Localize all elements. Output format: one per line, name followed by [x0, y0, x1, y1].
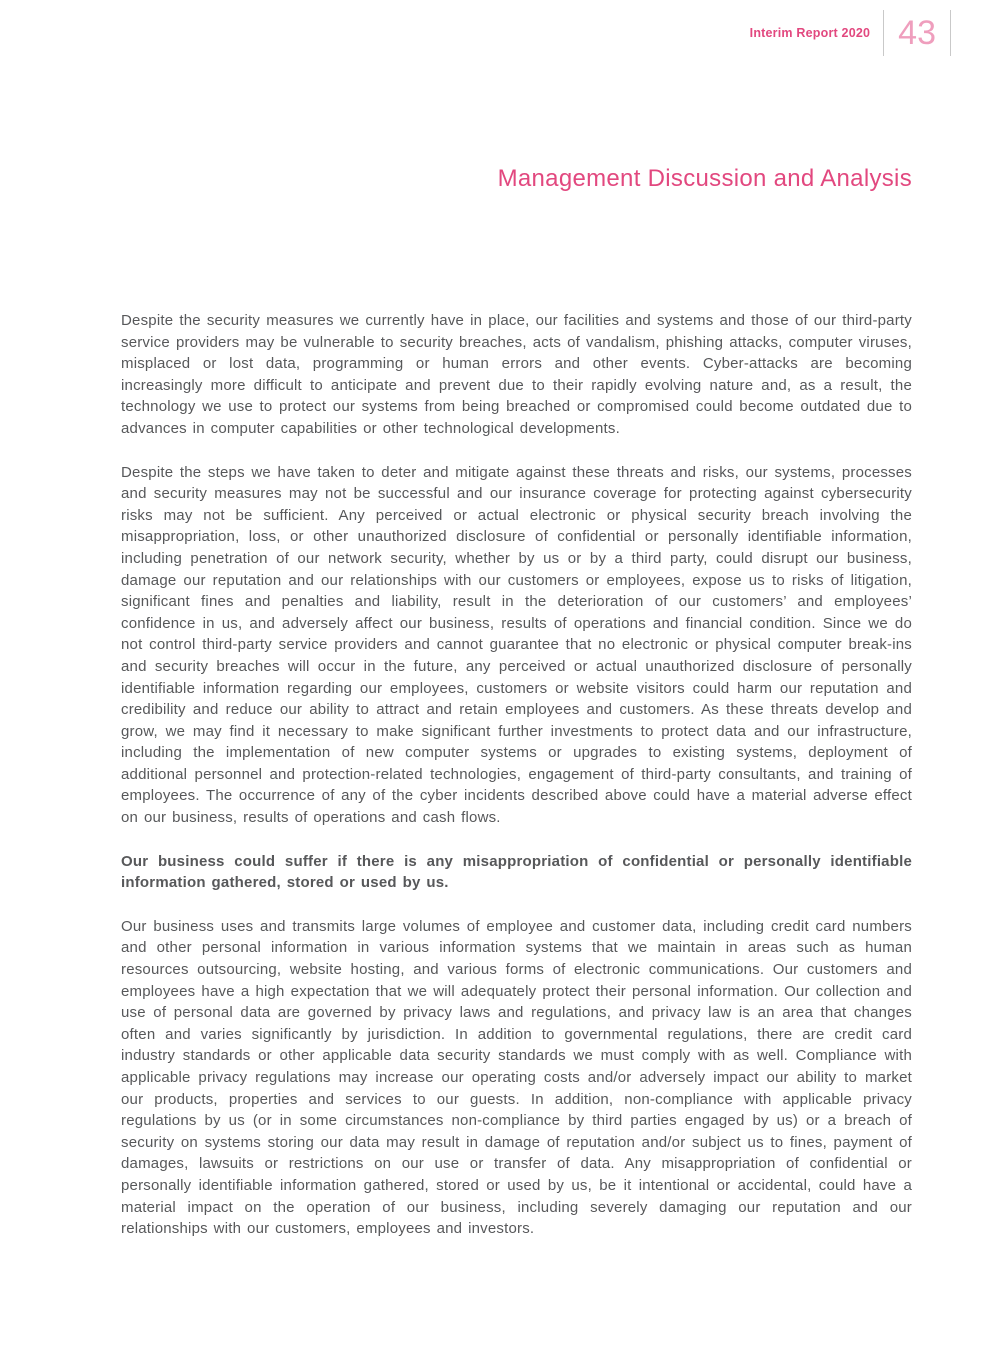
paragraph-threat-mitigation: Despite the steps we have taken to deter and mitigate against these threats and risks, our systems, processes and security measures may not be successful and our insurance coverage for protecting against cybersecurity risks may not be sufficient. Any perceived or actual electronic or physical security breach involving the misappropriation, loss, or other unauthorized disclosure of confidential or personally identifiable information, including penetration of our network security, whether by us or by a third party, could disrupt our business, damage our reputation and our relationships with our customers or employees, expose us to risks of litigation, significant fines and penalties and liability, result in the deterioration of our customers’ and employees’ confidence in us, and adversely affect our business, results of operations and financial condition. Since we do not control third-party service providers and cannot guarantee that no electronic or physical computer break-ins and security breaches will occur in the future, any perceived or actual unauthorized disclosure of personally identifiable information regarding our employees, customers or website visitors could harm our reputation and credibility and reduce our ability to attract and retain employees and customers. As these threats develop and grow, we may find it necessary to make significant further investments to protect data and our infrastructure, including the implementation of new computer systems or upgrades to existing systems, deployment of additional personnel and protection-related technologies, engagement of third-party consultants, and training of employees. The occurrence of any of the cyber incidents described above could have a material adverse effect on our business, results of operations and cash flows.	[121, 463, 912, 827]
page-number: 43	[898, 14, 936, 52]
paragraph-security-measures: Despite the security measures we currently have in place, our facilities and systems and those of our third-party service providers may be vulnerable to security breaches, acts of vandalism, phishing attacks, computer viruses, misplaced or lost data, programming or human errors and other events. Cyber-attacks are becoming increasingly more difficult to anticipate and prevent due to their rapidly evolving nature and, as a result, the technology we use to protect our systems from being breached or compromised could become outdated due to advances in computer capabilities or other technological developments.	[121, 312, 912, 437]
header-divider-left	[883, 10, 884, 56]
page-header	[750, 8, 1006, 58]
report-title-label: Interim Report 2020	[749, 26, 871, 40]
risk-factor-heading: Our business could suffer if there is any misappropriation of confidential or personally identifiable information gathered, stored or used by us.	[121, 852, 912, 892]
page-title: Management Discussion and Analysis	[497, 165, 912, 192]
content-area	[121, 0, 912, 1240]
header-divider-right	[950, 10, 951, 56]
paragraph-data-privacy: Our business uses and transmits large volumes of employee and customer data, including credit card numbers and other personal information in various information systems that we maintain in areas such as human resources outsourcing, website hosting, and various forms of electronic communications. Our customers and employees have a high expectation that we will adequately protect their personal information. Our collection and use of personal data are governed by privacy laws and regulations, and privacy law is an area that changes often and varies significantly by jurisdiction. In addition to governmental regulations, there are credit card industry standards or other applicable data security standards we must comply with as well. Compliance with applicable privacy regulations may increase our operating costs and/or adversely impact our ability to market our products, properties and services to our guests. In addition, non-compliance with applicable privacy regulations by us (or in some circumstances non-compliance by third parties engaged by us) or a breach of security on systems storing our data may result in damage of reputation and/or subject us to fines, payment of damages, lawsuits or restrictions on our use or transfer of data. Any misappropriation of confidential or personally identifiable information gathered, stored or used by us, be it intentional or accidental, could have a material impact on the operation of our business, including severely damaging our reputation and our relationships with our customers, employees and investors.	[121, 917, 912, 1238]
